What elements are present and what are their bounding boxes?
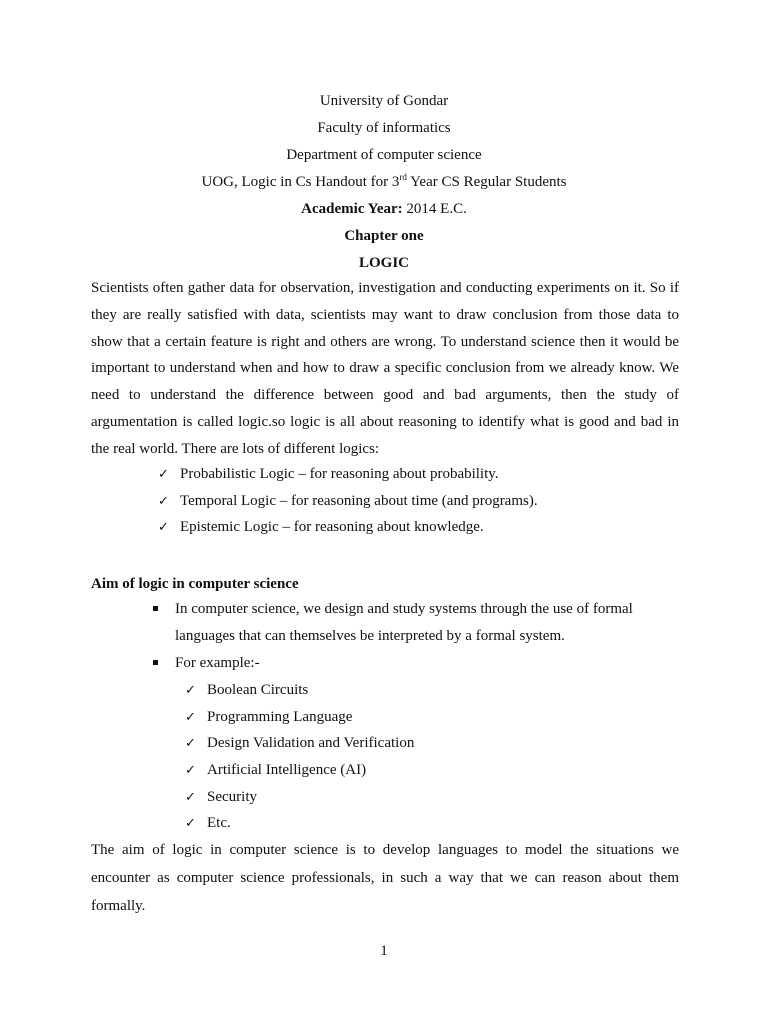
list-item-text: Artificial Intelligence (AI) bbox=[207, 762, 367, 779]
chapter-title: LOGIC bbox=[358, 255, 409, 271]
academic-year bbox=[0, 198, 768, 225]
list-item bbox=[185, 810, 671, 837]
closing-paragraph: The aim of logic in computer science is to develop languages to model the situations we encounter as computer science professionals, in such a way that we can reason about them formally. bbox=[91, 842, 679, 914]
list-item bbox=[158, 514, 538, 541]
list-item-text: For example:- bbox=[175, 655, 260, 671]
page-number: 1 bbox=[380, 943, 388, 959]
list-item-text: Security bbox=[207, 788, 257, 805]
list-item bbox=[185, 677, 671, 704]
check-icon: ✓ bbox=[185, 736, 196, 752]
section-heading: Aim of logic in computer science bbox=[91, 576, 299, 592]
list-item-text: In computer science, we design and study systems through the use of formal languages that can themselves be interpreted by a formal system. bbox=[175, 601, 633, 644]
department-name: Department of computer science bbox=[286, 147, 482, 163]
handout-prefix: UOG, Logic in Cs Handout for 3 bbox=[201, 174, 400, 190]
university-name: University of Gondar bbox=[319, 93, 449, 109]
check-icon: ✓ bbox=[158, 520, 169, 536]
list-item bbox=[158, 461, 538, 488]
handout-suffix: Year CS Regular Students bbox=[406, 174, 567, 190]
chapter-label: Chapter one bbox=[344, 228, 424, 244]
document-header bbox=[0, 90, 768, 279]
list-item bbox=[151, 650, 671, 837]
check-icon: ✓ bbox=[158, 467, 169, 482]
check-icon: ✓ bbox=[185, 763, 196, 779]
list-item-text: Probabilistic Logic – for reasoning about probability. bbox=[180, 466, 499, 482]
square-bullet-icon bbox=[153, 606, 158, 611]
list-item-text: Boolean Circuits bbox=[207, 682, 309, 698]
academic-year-label: Academic Year: bbox=[301, 201, 403, 217]
handout-title bbox=[0, 171, 768, 198]
examples-list bbox=[175, 677, 671, 837]
faculty-name: Faculty of informatics bbox=[317, 120, 451, 136]
list-item-text: Programming Language bbox=[207, 708, 353, 725]
check-icon: ✓ bbox=[185, 816, 196, 832]
check-icon: ✓ bbox=[158, 493, 169, 509]
list-item-text: Epistemic Logic – for reasoning about knowledge. bbox=[180, 519, 484, 536]
list-item bbox=[185, 704, 671, 731]
list-item bbox=[185, 784, 671, 811]
logic-types-list bbox=[158, 461, 538, 541]
check-icon: ✓ bbox=[185, 789, 196, 805]
aim-bullet-list bbox=[151, 596, 671, 837]
check-icon: ✓ bbox=[185, 709, 196, 725]
academic-year-value: 2014 E.C. bbox=[402, 201, 467, 217]
list-item-text: Temporal Logic – for reasoning about time (and programs). bbox=[180, 492, 538, 509]
square-bullet-icon bbox=[153, 660, 158, 665]
list-item bbox=[158, 488, 538, 515]
list-item bbox=[185, 730, 671, 757]
list-item bbox=[151, 596, 671, 650]
list-item-text: Etc. bbox=[207, 815, 231, 832]
handout-superscript: rd bbox=[399, 172, 407, 182]
check-icon: ✓ bbox=[185, 683, 196, 698]
list-item bbox=[185, 757, 671, 784]
list-item-text: Design Validation and Verification bbox=[207, 735, 415, 752]
intro-paragraph: Scientists often gather data for observation, investigation and conducting experiments on it. So if they are really satisfied with data, scientists may want to draw conclusion from those data to show that a certain feature is right and others are wrong. To understand science then it would be important to understand when and how to draw a specific conclusion from we already know. We need to understand the difference between good and bad arguments, then the study of argumentation is called logic.so logic is all about reasoning to identify what is good and bad in the real world. There are lots of different logics: bbox=[91, 280, 679, 457]
